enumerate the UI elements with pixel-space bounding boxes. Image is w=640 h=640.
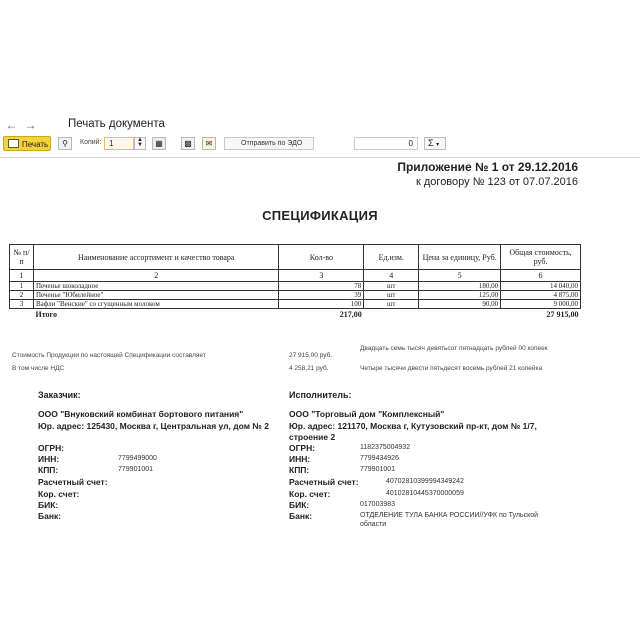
- copies-label: Копий:: [80, 139, 102, 146]
- table-header-row: [10, 245, 581, 270]
- contractor-inn-label: ИНН:: [289, 454, 311, 464]
- send-edo-label: Отправить по ЭДО: [241, 140, 303, 147]
- vat-value: 4 258,21 руб.: [289, 365, 329, 372]
- cost-words: Двадцать семь тысяч девятьсот пятнадцать рублей 00 копеек: [360, 345, 548, 352]
- sum-value-field: 0: [354, 137, 418, 150]
- product-unit: шт: [364, 282, 419, 291]
- sum-button[interactable]: [424, 137, 446, 150]
- chevron-down-icon: ▾: [436, 142, 440, 148]
- document-title: СПЕЦИФИКАЦИЯ: [262, 208, 378, 223]
- appendix-heading: Приложение № 1 от 29.12.2016: [397, 160, 578, 174]
- customer-address: Юр. адрес: 125430, Москва г, Центральная ул, дом № 2: [38, 421, 269, 431]
- sum-icon: Σ: [428, 138, 434, 148]
- row-number: 1: [10, 282, 34, 291]
- specification-table: [9, 244, 581, 320]
- column-number-row: [10, 270, 581, 282]
- customer-inn-label: ИНН:: [38, 454, 60, 464]
- column-number: 2: [33, 270, 278, 282]
- customer-account-label: Расчетный счет:: [38, 477, 108, 487]
- total-spacer: [364, 309, 419, 321]
- contractor-address-line2: строение 2: [289, 432, 336, 442]
- table-header-cell: № п/п: [10, 245, 34, 270]
- product-name: Печенье шоколадное: [33, 282, 278, 291]
- total-spacer: [419, 309, 501, 321]
- preview-icon[interactable]: ⚲: [58, 137, 72, 150]
- table-header-cell: Общая стоимость, руб.: [501, 245, 581, 270]
- contractor-ogrn-label: ОГРН:: [289, 443, 316, 453]
- copies-input[interactable]: 1: [104, 137, 134, 150]
- save-icon[interactable]: ▩: [181, 137, 195, 150]
- row-number: 2: [10, 291, 34, 300]
- product-qty: 39: [279, 291, 364, 300]
- product-unit: шт: [364, 300, 419, 309]
- column-number: 1: [10, 270, 34, 282]
- customer-kpp: 779901001: [118, 466, 154, 473]
- column-number: 4: [364, 270, 419, 282]
- vat-words: Четыре тысячи двести пятьдесят восемь рублей 21 копейка: [360, 365, 543, 372]
- product-total: 9 000,00: [501, 300, 581, 309]
- edit-table-icon[interactable]: ▦: [152, 137, 166, 150]
- product-total: 14 040,00: [501, 282, 581, 291]
- column-number: 5: [419, 270, 501, 282]
- contractor-kpp-label: КПП:: [289, 465, 310, 475]
- product-price: 90,00: [419, 300, 501, 309]
- back-button[interactable]: ←: [5, 118, 18, 132]
- contractor-inn: 7799434926: [360, 455, 399, 462]
- customer-kpp-label: КПП:: [38, 465, 59, 475]
- contractor-corr-label: Кор. счет:: [289, 489, 331, 499]
- column-number: 6: [501, 270, 581, 282]
- row-number: 3: [10, 300, 34, 309]
- customer-corr-label: Кор. счет:: [38, 489, 80, 499]
- total-row: [10, 309, 581, 321]
- table-header-cell: Цена за единицу, Руб.: [419, 245, 501, 270]
- table-row: [10, 291, 581, 300]
- table-row: [10, 282, 581, 291]
- contractor-bik-label: БИК:: [289, 500, 310, 510]
- forward-button[interactable]: →: [24, 118, 37, 132]
- customer-ogrn-label: ОГРН:: [38, 443, 65, 453]
- toolbar-divider: [0, 157, 640, 158]
- cost-value: 27 915,00 руб.: [289, 352, 333, 359]
- table-header-cell: Ед.изм.: [364, 245, 419, 270]
- product-qty: 100: [279, 300, 364, 309]
- contractor-ogrn: 1182375004932: [360, 444, 411, 451]
- customer-bank-label: Банк:: [38, 511, 62, 521]
- column-number: 3: [279, 270, 364, 282]
- email-icon[interactable]: ✉: [202, 137, 216, 150]
- product-total: 4 875,00: [501, 291, 581, 300]
- total-spacer: [10, 309, 34, 321]
- window-title: Печать документа: [68, 118, 165, 130]
- contractor-account: 40702810399994349242: [386, 478, 464, 485]
- product-name: Печенье "Юбилейное": [33, 291, 278, 300]
- product-qty: 78: [279, 282, 364, 291]
- table-row: [10, 300, 581, 309]
- contractor-address-line1: Юр. адрес: 121170, Москва г, Кутузовский пр-кт, дом № 1/7,: [289, 421, 537, 431]
- contractor-kpp: 779901001: [360, 466, 396, 473]
- contractor-bank-line1: ОТДЕЛЕНИЕ ТУЛА БАНКА РОССИИ//УФК по Тульской: [360, 512, 539, 519]
- send-edo-button[interactable]: [224, 137, 314, 150]
- copies-stepper[interactable]: ▲ ▼: [134, 137, 146, 150]
- customer-heading: Заказчик:: [38, 390, 81, 400]
- table-header-cell: Наименование ассортимент и качество товара: [33, 245, 278, 270]
- product-price: 180,00: [419, 282, 501, 291]
- printer-icon: [8, 139, 19, 148]
- total-qty: 217,00: [339, 309, 362, 319]
- contractor-account-label: Расчетный счет:: [289, 477, 359, 487]
- contractor-corr: 40102810445370000059: [386, 490, 464, 497]
- product-price: 125,00: [419, 291, 501, 300]
- vat-label: В том числе НДС: [12, 365, 65, 372]
- customer-inn: 7799499000: [118, 455, 157, 462]
- total-label: Итого: [35, 309, 57, 319]
- contractor-heading: Исполнитель:: [289, 390, 352, 400]
- product-unit: шт: [364, 291, 419, 300]
- contractor-name: ООО "Торговый дом "Комплексный": [289, 409, 445, 419]
- contract-reference: к договору № 123 от 07.07.2016: [416, 176, 578, 188]
- customer-name: ООО "Внуковский комбинат бортового питания": [38, 409, 244, 419]
- product-name: Вафли "Венские" со сгущенным молоком: [33, 300, 278, 309]
- table-header-cell: Кол-во: [279, 245, 364, 270]
- customer-bik-label: БИК:: [38, 500, 59, 510]
- contractor-bank-label: Банк:: [289, 511, 313, 521]
- print-button[interactable]: [3, 136, 51, 151]
- total-sum: 27 915,00: [546, 309, 579, 319]
- print-button-label: Печать: [22, 140, 49, 149]
- contractor-bik: 017003983: [360, 501, 396, 508]
- cost-label: Стоимость Продукции по настоящей Спецификации составляет: [12, 352, 206, 359]
- contractor-bank-line2: области: [360, 521, 387, 528]
